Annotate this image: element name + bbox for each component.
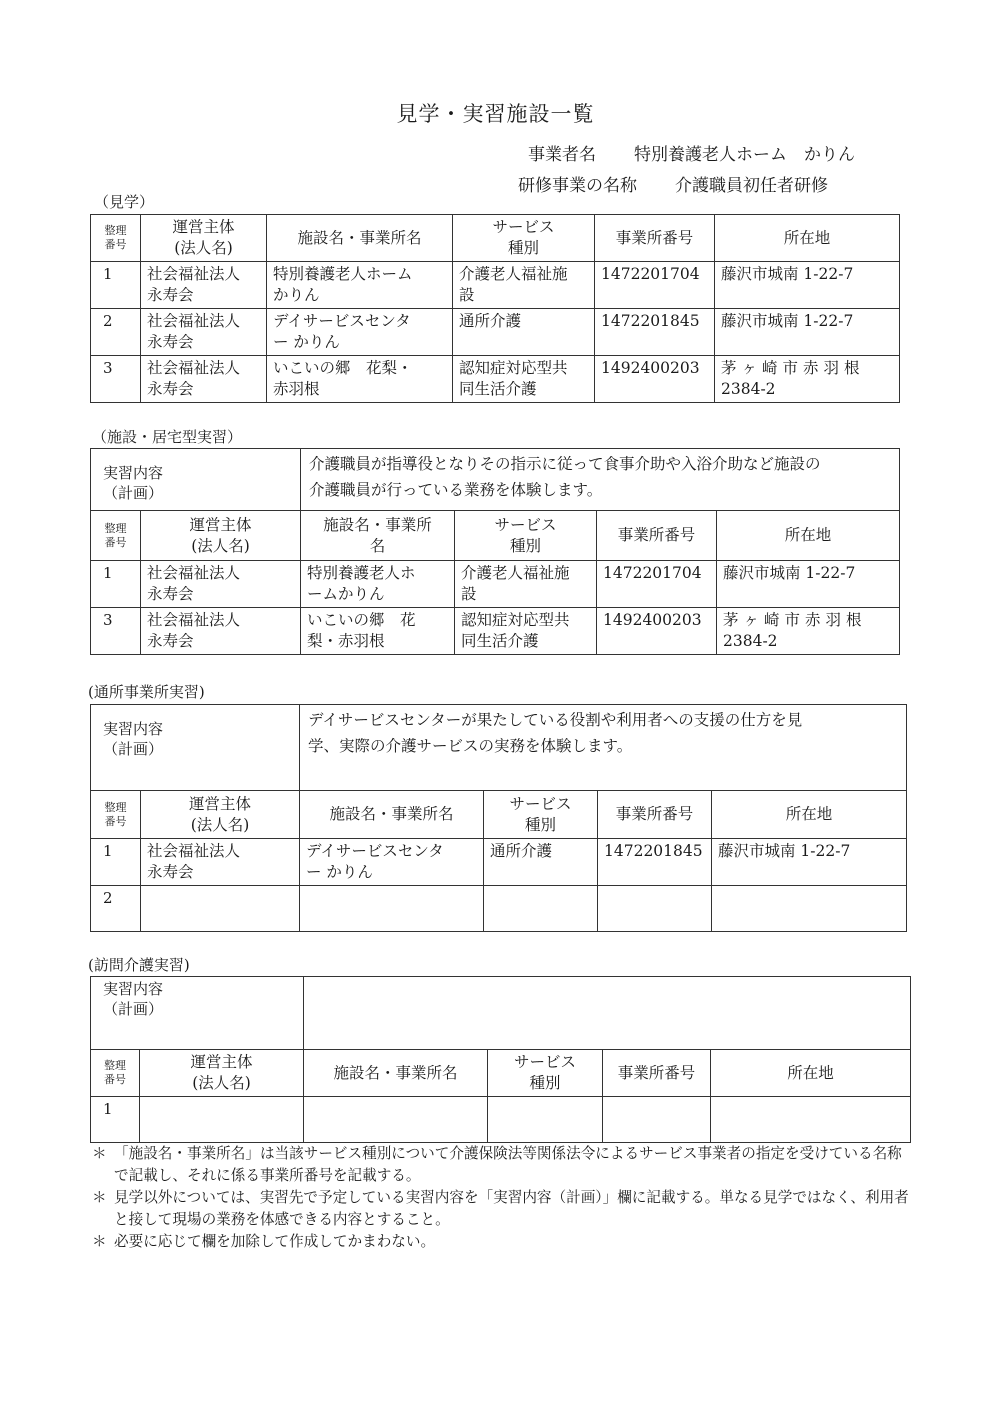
column-header-address: 所在地 (711, 1050, 911, 1097)
plan-label: 実習内容 （計画） (91, 705, 300, 791)
address-cell: 藤沢市城南 1-22-7 (717, 561, 900, 608)
plan-text: デイサービスセンターが果たしている役割や利用者への支援の仕方を見 学、実際の介護サービスの実務を体験します。 (300, 705, 907, 791)
table-header-row (91, 791, 907, 839)
operator-line (528, 140, 855, 165)
note-item: ＊ 必要に応じて欄を加除して作成してかまわない。 (92, 1233, 436, 1250)
table-header-row (91, 1050, 911, 1097)
column-header-address: 所在地 (715, 215, 900, 262)
facility-cell: 特別養護老人ホ ームかりん (301, 561, 455, 608)
column-header-service: サービス 種別 (484, 791, 598, 839)
column-header-service: サービス 種別 (455, 511, 597, 561)
service-cell: 通所介護 (484, 839, 598, 886)
plan-text: 介護職員が指導役となりその指示に従って食事介助や入浴介助など施設の 介護職員が行っている業務を体験します。 (301, 449, 900, 511)
office-no-cell: 1472201704 (595, 262, 715, 309)
corp-cell: 社会福祉法人 永寿会 (141, 839, 300, 886)
training-value: 介護職員初任者研修 (675, 176, 828, 196)
corp-cell: 社会福祉法人 永寿会 (141, 608, 301, 655)
plan-row (91, 705, 907, 791)
operator-value: 特別養護老人ホーム かりん (634, 145, 855, 165)
corp-cell: 社会福祉法人 永寿会 (141, 356, 267, 403)
service-cell (488, 1097, 603, 1143)
plan-label: 実習内容 （計画） (91, 977, 304, 1050)
row-number: 1 (91, 262, 141, 309)
column-header-corp: 運営主体 (法人名) (141, 511, 301, 561)
daycare-table (90, 790, 907, 932)
home-visit-table (90, 1049, 911, 1143)
facility-cell: デイサービスセンタ ー かりん (267, 309, 453, 356)
daycare-plan-table (90, 704, 907, 791)
table-header-row (91, 215, 900, 262)
column-header-corp: 運営主体 (法人名) (141, 215, 267, 262)
column-header-seq: 整理 番号 (91, 511, 141, 561)
table-row (91, 886, 907, 932)
service-cell: 介護老人福祉施 設 (453, 262, 595, 309)
facility-cell: 特別養護老人ホーム かりん (267, 262, 453, 309)
column-header-office-no: 事業所番号 (597, 511, 717, 561)
column-header-service: サービス 種別 (488, 1050, 603, 1097)
address-cell (712, 886, 907, 932)
plan-text (304, 977, 911, 1050)
facility-cell: いこいの郷 花 梨・赤羽根 (301, 608, 455, 655)
section-title-residential: （施設・居宅型実習） (92, 428, 243, 446)
service-cell: 認知症対応型共 同生活介護 (455, 608, 597, 655)
row-number: 3 (91, 356, 141, 403)
column-header-corp: 運営主体 (法人名) (141, 791, 300, 839)
address-cell: 藤沢市城南 1-22-7 (715, 309, 900, 356)
column-header-seq: 整理 番号 (91, 215, 141, 262)
plan-label: 実習内容 （計画） (91, 449, 301, 511)
office-no-cell (598, 886, 712, 932)
column-header-office-no: 事業所番号 (595, 215, 715, 262)
section-title-observation: （見学） (94, 193, 155, 211)
service-cell: 認知症対応型共 同生活介護 (453, 356, 595, 403)
row-number: 2 (91, 309, 141, 356)
service-cell: 通所介護 (453, 309, 595, 356)
row-number: 1 (91, 839, 141, 886)
table-row (91, 839, 907, 886)
corp-cell (141, 886, 300, 932)
office-no-cell: 1472201845 (595, 309, 715, 356)
service-cell (484, 886, 598, 932)
operator-label: 事業者名 (528, 145, 596, 165)
service-cell: 介護老人福祉施 設 (455, 561, 597, 608)
table-row (91, 309, 900, 356)
facility-cell (300, 886, 484, 932)
column-header-address: 所在地 (717, 511, 900, 561)
row-number: 1 (91, 1097, 140, 1143)
column-header-service: サービス 種別 (453, 215, 595, 262)
office-no-cell: 1472201845 (598, 839, 712, 886)
row-number: 2 (91, 886, 141, 932)
table-row (91, 262, 900, 309)
facility-cell: デイサービスセンタ ー かりん (300, 839, 484, 886)
corp-cell (140, 1097, 304, 1143)
column-header-facility: 施設名・事業所名 (267, 215, 453, 262)
training-label: 研修事業の名称 (518, 176, 637, 196)
column-header-office-no: 事業所番号 (603, 1050, 711, 1097)
column-header-corp: 運営主体 (法人名) (140, 1050, 304, 1097)
office-no-cell: 1492400203 (597, 608, 717, 655)
plan-row (91, 449, 900, 511)
column-header-seq: 整理 番号 (91, 1050, 140, 1097)
column-header-office-no: 事業所番号 (598, 791, 712, 839)
corp-cell: 社会福祉法人 永寿会 (141, 561, 301, 608)
document-title: 見学・実習施設一覧 (396, 102, 595, 126)
training-line (518, 171, 828, 196)
table-row (91, 1097, 911, 1143)
residential-table (90, 510, 900, 655)
address-cell (711, 1097, 911, 1143)
note-item: ＊ 見学以外については、実習先で予定している実習内容を「実習内容（計画）」欄に記載する。単なる見学ではなく、利用者と接して現場の業務を体感できる内容とすること。 (92, 1189, 909, 1228)
facility-cell: いこいの郷 花梨・ 赤羽根 (267, 356, 453, 403)
office-no-cell: 1472201704 (597, 561, 717, 608)
table-header-row (91, 511, 900, 561)
column-header-address: 所在地 (712, 791, 907, 839)
address-cell: 茅ヶ崎市赤羽根 2384-2 (715, 356, 900, 403)
table-row (91, 356, 900, 403)
notes (92, 1143, 912, 1253)
address-cell: 藤沢市城南 1-22-7 (715, 262, 900, 309)
table-row (91, 608, 900, 655)
row-number: 1 (91, 561, 141, 608)
column-header-seq: 整理 番号 (91, 791, 141, 839)
residential-plan-table (90, 448, 900, 511)
observation-table (90, 214, 900, 403)
office-no-cell: 1492400203 (595, 356, 715, 403)
home-visit-plan-table (90, 976, 911, 1050)
address-cell: 藤沢市城南 1-22-7 (712, 839, 907, 886)
office-no-cell (603, 1097, 711, 1143)
plan-row (91, 977, 911, 1050)
address-cell: 茅ヶ崎市赤羽根 2384-2 (717, 608, 900, 655)
section-title-home-visit: (訪問介護実習) (88, 956, 190, 974)
corp-cell: 社会福祉法人 永寿会 (141, 262, 267, 309)
row-number: 3 (91, 608, 141, 655)
column-header-facility: 施設名・事業所名 (300, 791, 484, 839)
column-header-facility: 施設名・事業所 名 (301, 511, 455, 561)
column-header-facility: 施設名・事業所名 (304, 1050, 488, 1097)
facility-cell (304, 1097, 488, 1143)
corp-cell: 社会福祉法人 永寿会 (141, 309, 267, 356)
table-row (91, 561, 900, 608)
section-title-daycare: (通所事業所実習) (88, 683, 205, 701)
note-item: ＊ 「施設名・事業所名」は当該サービス種別について介護保険法等関係法令によるサービス事業者の指定を受けている名称で記載し、それに係る事業所番号を記載する。 (92, 1145, 902, 1184)
